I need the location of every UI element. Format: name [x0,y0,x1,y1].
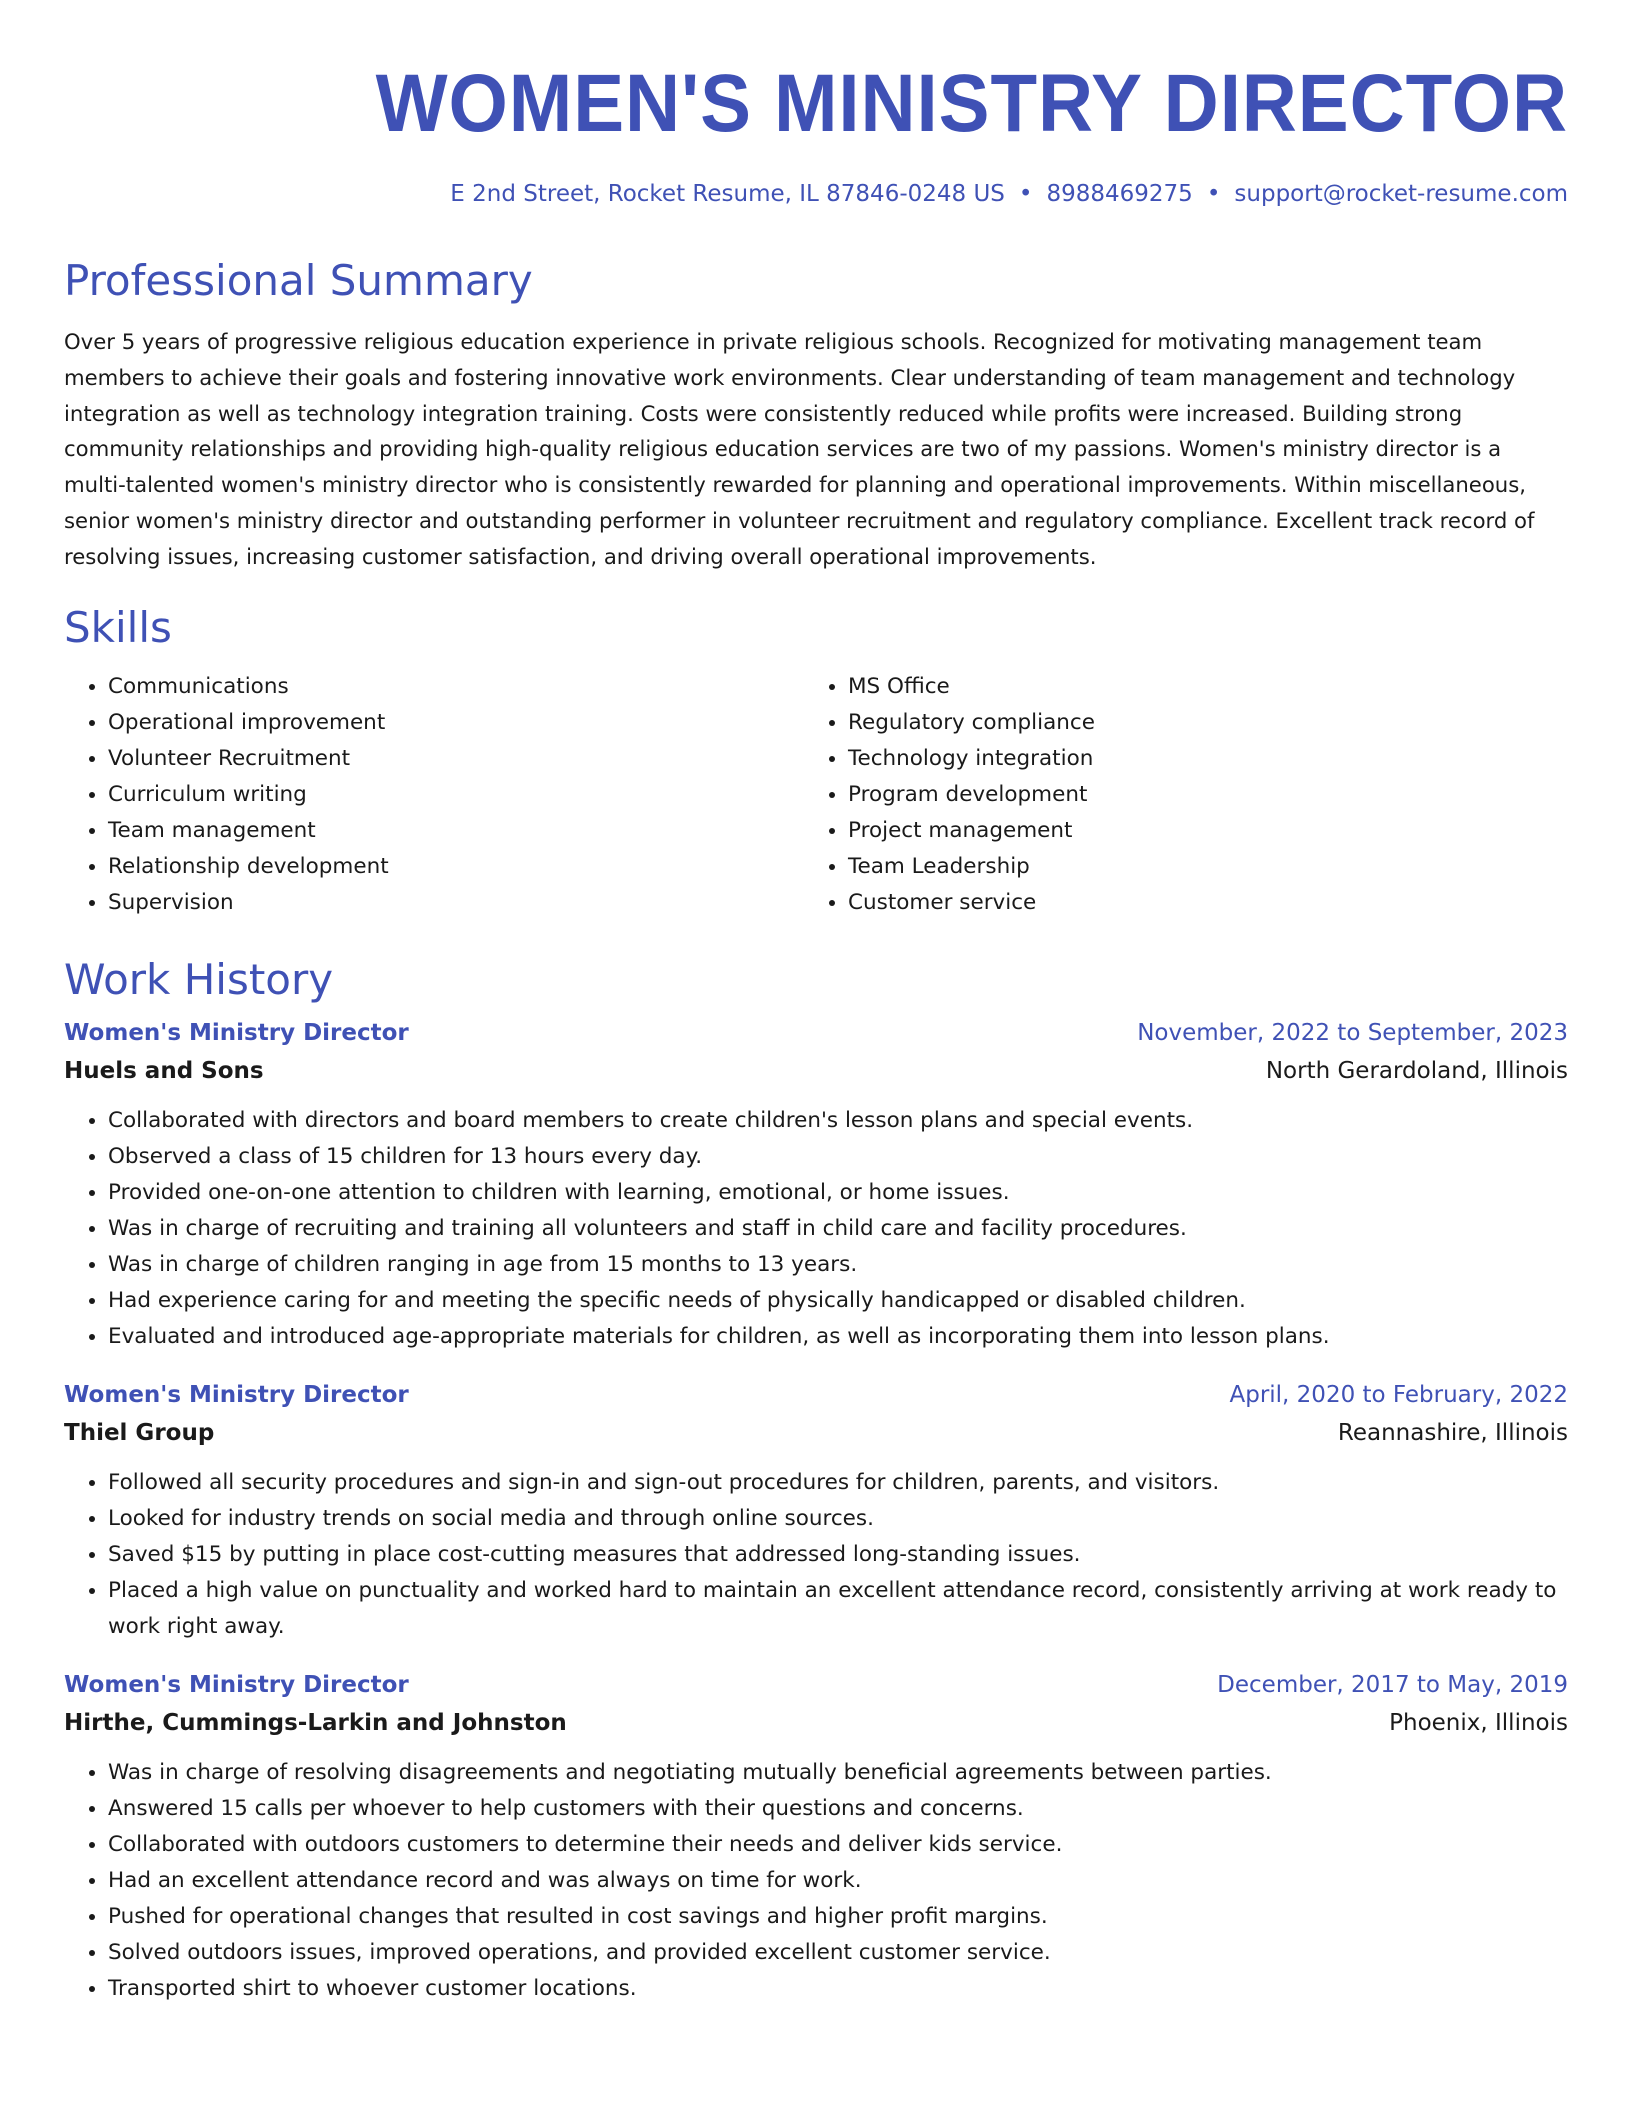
job-bullet: • Evaluated and introduced age-appropriate materials for children, as well as incorporating them into lesson plans. [108,1319,1568,1355]
skill-item: • Program development [848,777,1544,813]
skill-item: • Relationship development [108,849,804,885]
job-company: Hirthe, Cummings-Larkin and Johnston [64,1709,567,1736]
skill-item: • Supervision [108,885,804,921]
job-bullets [64,1755,1568,2007]
job-bullet: • Had experience caring for and meeting the specific needs of physically handicapped or disabled children. [108,1283,1568,1319]
contact-separator: • [1206,181,1221,207]
job-bullet: • Had an excellent attendance record and was always on time for work. [108,1863,1568,1899]
job-bullet: • Saved $15 by putting in place cost-cutting measures that addressed long-standing issues. [108,1537,1568,1573]
job-bullet: • Collaborated with outdoors customers to determine their needs and deliver kids service. [108,1827,1568,1863]
summary-heading: Professional Summary [64,256,533,305]
skills-column-right [804,669,1544,921]
contact-address: E 2nd Street, Rocket Resume, IL 87846-0248 US [450,181,1005,207]
job-dates: November, 2022 to September, 2023 [1137,1019,1568,1046]
job-title: Women's Ministry Director [64,1671,409,1698]
job-company-row [64,1051,1568,1091]
job-bullet: • Observed a class of 15 children for 13 hours every day. [108,1139,1568,1175]
contact-phone: 8988469275 [1046,181,1193,207]
job-location: Phoenix, Illinois [1389,1709,1568,1736]
job-bullet: • Collaborated with directors and board members to create children's lesson plans and special events. [108,1103,1568,1139]
job-bullets [64,1103,1568,1355]
job-bullets [64,1465,1568,1645]
job-bullet: • Followed all security procedures and sign-in and sign-out procedures for children, parents, and visitors. [108,1465,1568,1501]
skill-item: • Curriculum writing [108,777,804,813]
skill-item: • Team Leadership [848,849,1544,885]
job-entry [64,1015,1568,1355]
job-header-row [64,1377,1568,1413]
job-bullet: • Pushed for operational changes that resulted in cost savings and higher profit margins. [108,1899,1568,1935]
skill-item: • Regulatory compliance [848,705,1544,741]
skill-item: • Communications [108,669,804,705]
skills-heading: Skills [64,602,172,652]
job-location: Reannashire, Illinois [1337,1419,1568,1446]
skill-item: • Customer service [848,885,1544,921]
contact-line [64,178,1568,210]
job-title: Women's Ministry Director [64,1019,409,1046]
job-header-row [64,1667,1568,1703]
work-history-heading: Work History [64,954,334,1004]
job-bullet: • Placed a high value on punctuality and worked hard to maintain an excellent attendance record, consistently arriving at work ready to work right away. [108,1573,1568,1645]
resume-name: WOMEN'S MINISTRY DIRECTOR [375,58,1568,149]
job-company: Thiel Group [64,1419,215,1446]
skills-column-left [64,669,804,921]
job-location: North Gerardoland, Illinois [1265,1057,1568,1084]
job-dates: April, 2020 to February, 2022 [1229,1381,1568,1408]
skill-item: • Operational improvement [108,705,804,741]
skill-item: • MS Office [848,669,1544,705]
skill-item: • Team management [108,813,804,849]
skill-item: • Project management [848,813,1544,849]
job-bullet: • Transported shirt to whoever customer locations. [108,1971,1568,2007]
job-entry [64,1377,1568,1645]
job-title: Women's Ministry Director [64,1381,409,1408]
job-bullet: • Was in charge of children ranging in age from 15 months to 13 years. [108,1247,1568,1283]
job-bullet: • Solved outdoors issues, improved operations, and provided excellent customer service. [108,1935,1568,1971]
contact-email: support@rocket-resume.com [1234,181,1568,207]
summary-text: Over 5 years of progressive religious education experience in private religious schools. Recognized for motivating management team members to achieve their goals and fostering innovative work environments. Clear understanding of team management and technology integration as well as technology integration training. Costs were consistently reduced while profits were increased. Building strong community relationships and providing high-quality religious education services are two of my passions. Women's ministry director is a multi-talented women's ministry director who is consistently rewarded for planning and operational improvements. Within miscellaneous, senior women's ministry director and outstanding performer in volunteer recruitment and regulatory compliance. Excellent track record of resolving issues, increasing customer satisfaction, and driving overall operational improvements. [64,329,1535,569]
job-company-row [64,1413,1568,1453]
job-bullet: • Was in charge of resolving disagreements and negotiating mutually beneficial agreements between parties. [108,1755,1568,1791]
skills-list [64,669,1568,921]
job-bullet: • Answered 15 calls per whoever to help customers with their questions and concerns. [108,1791,1568,1827]
job-bullet: • Looked for industry trends on social media and through online sources. [108,1501,1568,1537]
job-bullet: • Provided one-on-one attention to children with learning, emotional, or home issues. [108,1175,1568,1211]
skill-item: • Volunteer Recruitment [108,741,804,777]
job-header-row [64,1015,1568,1051]
job-company: Huels and Sons [64,1057,264,1084]
job-dates: December, 2017 to May, 2019 [1217,1671,1568,1698]
job-company-row [64,1703,1568,1743]
skill-item: • Technology integration [848,741,1544,777]
job-bullet: • Was in charge of recruiting and training all volunteers and staff in child care and facility procedures. [108,1211,1568,1247]
job-entry [64,1667,1568,2007]
contact-separator: • [1018,181,1033,207]
